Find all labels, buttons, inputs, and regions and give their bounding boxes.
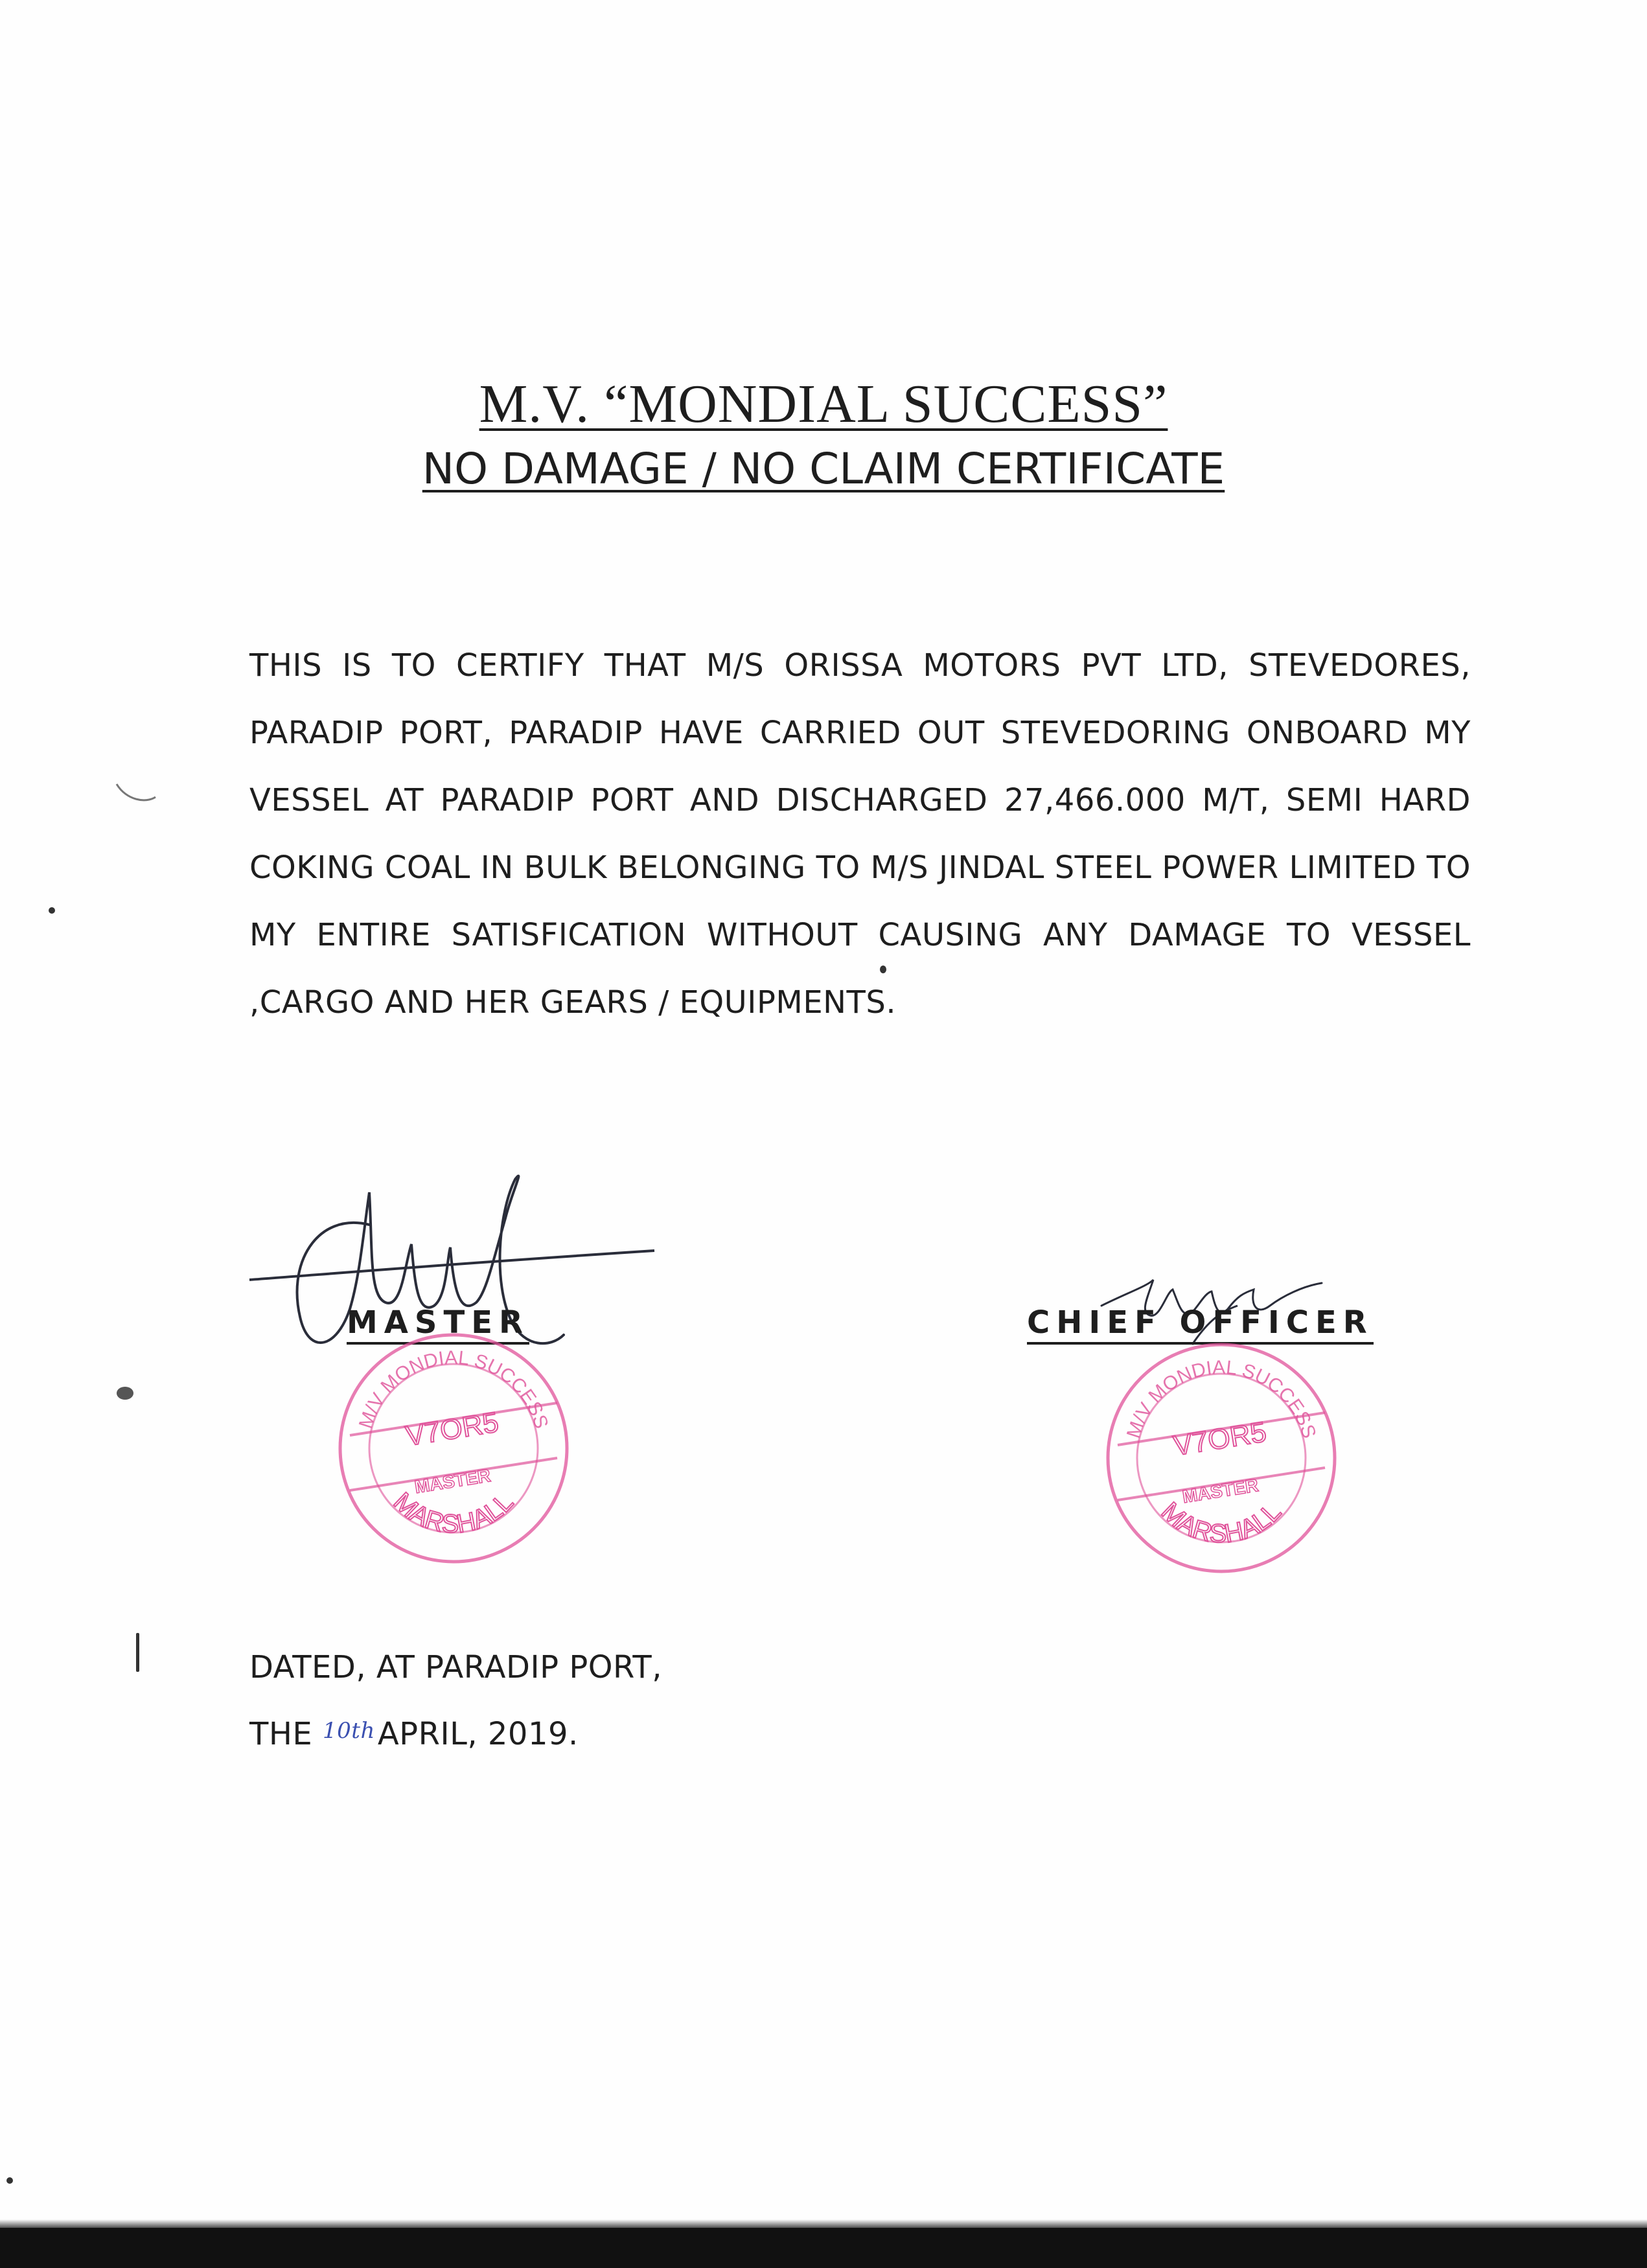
vessel-stamp-chief-officer [1098,1335,1344,1581]
certificate-body [249,632,1471,1036]
svg-text:MARSHALL [1156,1497,1287,1548]
stamp-call-sign: V7OR5 [1171,1416,1269,1463]
date-prefix: THE [249,1716,313,1752]
stamp-top-text: M/V MONDIAL SUCCESS [1122,1356,1320,1441]
master-label: MASTER [347,1304,529,1345]
stamp-rank: MASTER [1181,1475,1260,1507]
scan-speck [136,1633,139,1672]
vessel-stamp-master [330,1325,577,1571]
vessel-name: M.V. “MONDIAL SUCCESS” [479,374,1168,434]
stamp-call-sign: V7OR5 [403,1406,501,1453]
body-line: PARADIP PORT, PARADIP HAVE CARRIED OUT STEVEDORING ONBOARD MY [249,715,1471,751]
body-line: COKING COAL IN BULK BELONGING TO M/S JINDAL STEEL POWER LIMITED TO [249,850,1471,886]
certificate-title: NO DAMAGE / NO CLAIM CERTIFICATE [422,444,1225,494]
scan-speck [880,966,886,973]
dated-line: DATED, AT PARADIP PORT, [249,1649,662,1685]
chief-officer-label: CHIEF OFFICER [1027,1304,1374,1345]
certificate-title-heading [0,444,1647,494]
scan-shadow [0,2219,1647,2228]
vessel-name-heading [0,373,1647,435]
stamp-bottom-text: MARSHALL [388,1487,519,1539]
scan-speck [117,1387,133,1400]
body-line: VESSEL AT PARADIP PORT AND DISCHARGED 27,466.000 M/T, SEMI HARD [249,782,1471,818]
date-month-year: APRIL, 2019. [377,1716,579,1752]
body-line: THIS IS TO CERTIFY THAT M/S ORISSA MOTORS PVT LTD, STEVEDORES, [249,647,1471,684]
svg-text:MARSHALL [388,1487,519,1538]
stamp-top-text: M/V MONDIAL SUCCESS [354,1347,553,1431]
stamp-rank: MASTER [413,1465,492,1498]
scan-speck [6,2177,13,2184]
handwritten-day: 10th [323,1718,375,1744]
body-line: ,CARGO AND HER GEARS / EQUIPMENTS. [249,984,897,1021]
scan-speck [49,907,55,914]
scan-mark [113,781,159,807]
date-line [249,1716,579,1752]
scan-bottom-edge [0,2228,1647,2268]
body-line: MY ENTIRE SATISFICATION WITHOUT CAUSING ANY DAMAGE TO VESSEL [249,917,1471,953]
stamp-bottom-text: MARSHALL [1156,1497,1287,1549]
